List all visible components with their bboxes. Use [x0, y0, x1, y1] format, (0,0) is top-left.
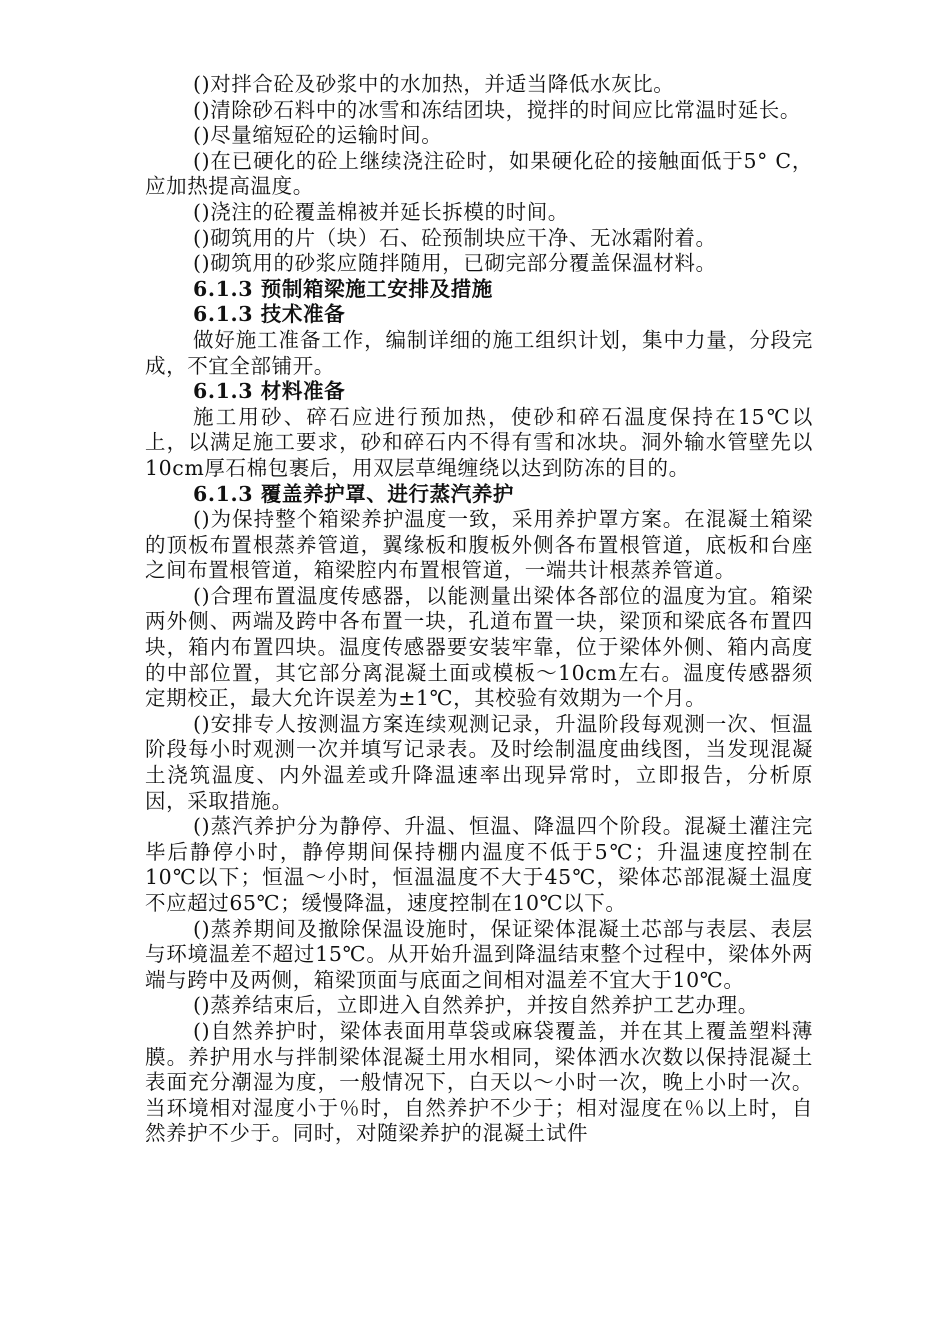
paragraph: ()蒸养期间及撤除保温设施时，保证梁体混凝土芯部与表层、表层与环境温差不超过15℃。从开始升温到降温结束整个过程中，梁体外两端与跨中及两侧，箱梁顶面与底面之间相对温差不宜大于10℃。: [145, 916, 813, 992]
paragraph: ()尽量缩短砼的运输时间。: [193, 123, 443, 148]
document-page: [145, 72, 813, 1147]
paragraph: ()浇注的砼覆盖棉被并延长拆模的时间。: [193, 199, 569, 224]
paragraph: ()在已硬化的砼上继续浇注砼时，如果硬化砼的接触面低于5° C，应加热提高温度。: [145, 148, 813, 199]
paragraph: ()砌筑用的片（块）石、砼预制块应干净、无冰霜附着。: [193, 225, 717, 250]
paragraph: ()安排专人按测温方案连续观测记录，升温阶段每观测一次、恒温阶段每小时观测一次并填写记录表。及时绘制温度曲线图，当发现混凝土浇筑温度、内外温差或升降温速率出现异常时，立即报告，分析原因，采取措施。: [145, 711, 813, 813]
paragraph: ()蒸汽养护分为静停、升温、恒温、降温四个阶段。混凝土灌注完毕后静停小时，静停期间保持棚内温度不低于5℃；升温速度控制在10℃以下；恒温～小时，恒温温度不大于45℃，梁体芯部混凝土温度不应超过65℃；缓慢降温，速度控制在10℃以下。: [145, 814, 813, 915]
section-heading: 6.1.3 预制箱梁施工安排及措施: [193, 276, 493, 301]
section-heading: 6.1.3 材料准备: [193, 379, 346, 404]
paragraph: ()砌筑用的砂浆应随拌随用，已砌完部分覆盖保温材料。: [193, 251, 717, 276]
paragraph: 施工用砂、碎石应进行预加热，使砂和碎石温度保持在15℃以上，以满足施工要求，砂和碎石内不得有雪和冰块。洞外输水管壁先以10cm厚石棉包裹后，用双层草绳缠绕以达到防冻的目的。: [145, 404, 813, 480]
section-heading: 6.1.3 覆盖养护罩、进行蒸汽养护: [193, 481, 515, 506]
paragraph: ()蒸养结束后，立即进入自然养护，并按自然养护工艺办理。: [193, 993, 759, 1018]
paragraph: ()自然养护时，梁体表面用草袋或麻袋覆盖，并在其上覆盖塑料薄膜。养护用水与拌制梁体混凝土用水相同，梁体洒水次数以保持混凝土表面充分潮湿为度，一般情况下，白天以～小时一次，晚上小时一次。当环境相对湿度小于％时，自然养护不少于；相对湿度在％以上时，自然养护不少于。同时，对随梁养护的混凝土试件: [145, 1018, 813, 1146]
paragraph: ()合理布置温度传感器，以能测量出梁体各部位的温度为宜。箱梁两外侧、两端及跨中各布置一块，孔道布置一块，梁顶和梁底各布置四块，箱内布置四块。温度传感器要安装牢靠，位于梁体外侧、箱内高度的中部位置，其它部分离混凝土面或模板～10cm左右。温度传感器须定期校正，最大允许误差为±1℃，其校验有效期为一个月。: [145, 583, 813, 711]
paragraph: 做好施工准备工作，编制详细的施工组织计划，集中力量，分段完成，不宜全部铺开。: [145, 327, 813, 378]
paragraph: ()清除砂石料中的冰雪和冻结团块，搅拌的时间应比常温时延长。: [193, 97, 801, 122]
paragraph: ()对拌合砼及砂浆中的水加热，并适当降低水灰比。: [193, 72, 675, 96]
section-heading: 6.1.3 技术准备: [193, 302, 346, 327]
paragraph: ()为保持整个箱梁养护温度一致，采用养护罩方案。在混凝土箱梁的顶板布置根蒸养管道，翼缘板和腹板外侧各布置根管道，底板和台座之间布置根管道，箱梁腔内布置根管道，一端共计根蒸养管道。: [145, 507, 813, 583]
